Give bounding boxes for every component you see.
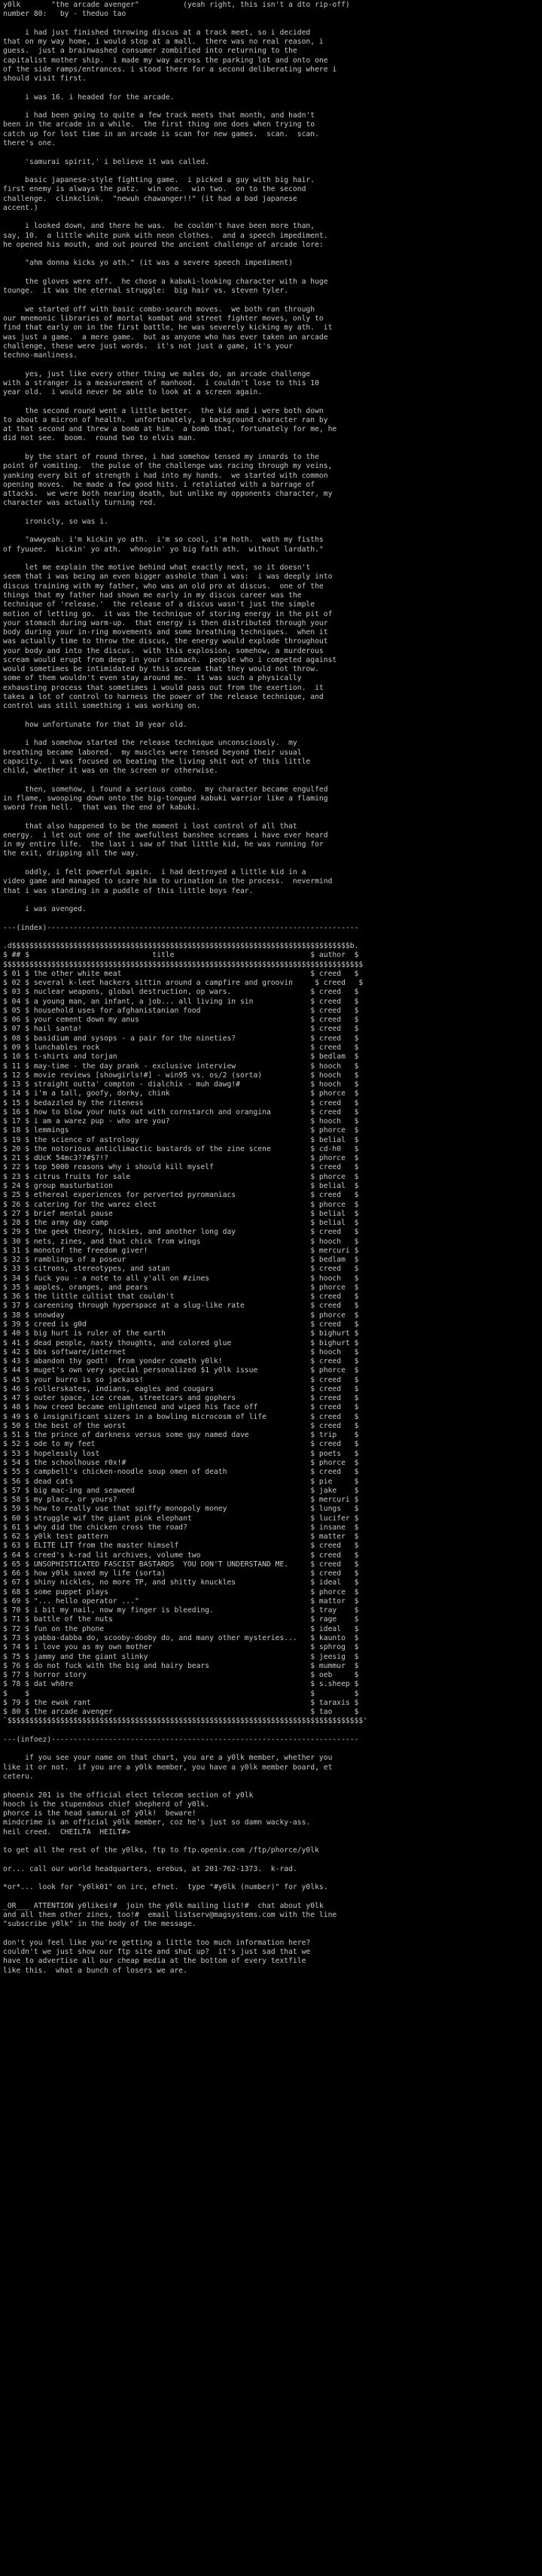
story-paragraph: oddly, i felt powerful again. i had destroyed a little kid in a video game and managed to scare him to urination in the process. nevermind that i was standing in a puddle of this little boys fear. (3, 867, 333, 895)
info-paragraph: phoenix 201 is the official elect telecom section of y0lk hooch is the stupendous chief shepherd of y0lk. phorce is the head samurai of y0lk! beware! mindcrime is an official y0lk member, coz he's just so damn wacky-ass. heil creed. CHEILTA HEILT#> (3, 1791, 311, 1836)
story-paragraph: i had been going to quite a few track meets that month, and hadn't been in the arcade in a while. the first thing one does when trying to catch up for lost time in an arcade is scan for new games. scan. scan. there's one. (3, 111, 319, 147)
index-table: .d$$$$$$$$$$$$$$$$$$$$$$$$$$$$$$$$$$$$$$$$$$$$$$$$$$$$$$$$$$$$$$$$$$$$$$$$$$$$$b. $ ## $ title $ author $ $$$$$$$$$$$$$$$$$$$$$$$$$$$$$$$$$$$$$$$$$$$$$$$$$$$$$$$$$$$$$$$$$$$$$$$$$$$$$$$$$$ $ 01 $ the other white meat $ creed $ $ 02 $ several k-leet hackers sittin around a campfire and groovin $ creed $ $ 03 $ nuclear weapons, global destruction, op wars. $ creed $ $ 04 $ a young man, an infant, a job... all living in sin $ creed $ $ 05 $ household uses for afghanistanian food $ creed $ $ 06 $ your cement down my anus $ creed $ $ 07 $ hail santa! $ creed $ $ 08 $ basidium and sysops - a pair for the nineties? $ creed $ $ 09 $ lunchables rock $ creed $ $ 10 $ t-shirts and torjan $ bedlam $ $ 11 $ may-time - the day prank - exclusive interview $ hooch $ $ 12 $ movie reviews [showgirls!#] - win95 vs. os/2 (sorta) $ hooch $ $ 13 $ straight outta' compton - dialchix - muh dawg!# $ hooch $ $ 14 $ i'm a tall, goofy, dorky, chink $ phorce $ $ 15 $ bedazzled by the riteness $ creed $ $ 16 $ how to blow your nuts out with cornstarch and orangina $ creed $ $ 17 $ i am a warez pup - who are you? $ hooch $ $ 18 $ lemmings $ phorce $ $ 19 $ the science of astrology $ belial $ $ 20 $ the notorious anticlimactic bastards of the zine scene $ cd-h0 $ $ 21 $ dUcK 54mc3??#$?!? $ phorce $ $ 22 $ top 5000 reasons why i should kill myself $ creed $ $ 23 $ citrus fruits for sale $ phorce $ $ 24 $ group masturbation $ belial $ $ 25 $ ethereal experiences for perverted pyromaniacs $ creed $ $ 26 $ catering for the warez elect $ phorce $ $ 27 $ brief mental pause $ belial $ $ 28 $ the army day camp $ belial $ $ 29 $ the geek theory, hickies, and another long day $ creed $ $ 30 $ nets, zines, and that chick from wings $ hooch $ $ 31 $ monotof the freedom giver! $ mercuri $ $ 32 $ ramblings of a poseur $ bedlam $ $ 33 $ citrons, stereotypes, and satan $ creed $ $ 34 $ fuck you - a note to all y'all on #zines $ hooch $ $ 35 $ apples, oranges, and pears $ phorce $ $ 36 $ the little cultist that couldn't $ creed $ $ 37 $ careening through hyperspace at a slug-like rate $ creed $ $ 38 $ snowday $ phorce $ $ 39 $ creed is g0d $ creed $ $ 40 $ big hurt is ruler of the earth $ bighurt $ $ 41 $ dead people, nasty thoughts, and colored glue $ bighurt $ $ 42 $ bbs software/internet $ hooch $ $ 43 $ abandon thy godt! from yonder cometh y0lk! $ creed $ $ 44 $ muget's own very special personalized $1 y0lk issue $ phorce $ $ 45 $ your burro is so jackass! $ creed $ $ 46 $ rollerskates, indians, eagles and cougars $ creed $ $ 47 $ outer space, ice cream, streetcars and gophers $ creed $ $ 48 $ how creed became enlightened and wiped his face off $ creed $ $ 49 $ 6 insignificant sizers in a bowling microcosm of life $ creed $ $ 50 $ the best of the worst $ creed $ $ 51 $ the prince of darkness versus some guy named dave $ trip $ $ 52 $ ode to my feet $ creed $ $ 53 $ hopelessly lost $ poets $ $ 54 $ the schoolhouse r0x!# $ phorce $ $ 55 $ campbell's chicken-noodle soup omen of death $ creed $ $ 56 $ dead cats $ pie $ $ 57 $ big mac-ing and seaweed $ jake $ $ 58 $ my place, or yours? $ mercuri $ $ 59 $ how to really use that spiffy monopoly money $ lungs $ $ 60 $ struggle wif the giant pink elephant $ lucifer $ $ 61 $ why did the chicken cross the road? $ insane $ $ 62 $ y0lk test pattern $ matter $ $ 63 $ ELITE LIT from the master himself $ creed $ $ 64 $ creed's k-rad lit archives, volume two $ creed $ $ 65 $ UNSOPHISTICATED FASCIST BASTARDS YOU DON'T UNDERSTAND ME. $ creed $ $ 66 $ how y0lk saved my life (sorta) $ creed $ $ 67 $ shiny nickles, no more TP, and shitty knuckles $ ideal $ $ 68 $ some puppet plays $ phorce $ $ 69 $ "... hello operator ..." $ mattor $ $ 70 $ i bit my nail, now my finger is bleeding. $ tray $ $ 71 $ battle of the nuts $ rage $ $ 72 $ fun on the phone $ ideal $ $ 73 $ yabba-dabba do, scooby-dooby do, and many other mysteries... $ kaunto $ $ 74 $ i love you as my own mother $ sphrog $ $ 75 $ jammy and the giant slinky $ jeesig $ $ 76 $ do not fuck with the big and hairy bears $ mummur $ $ 77 $ horror story $ oeb $ $ 78 $ dat wh0re $ s.sheep $ $ $ $ $ $ 79 $ the ewok rant $ taraxis $ $ 80 $ the arcade avenger $ tao $ `$$$$$$$$$$$$$$$$$$$$$$$$$$$$$$$$$$$$$$$$$$$$$$$$$$$$$$$$$$$$$$$$$$$$$$$$$$$$$$$$$' (3, 942, 368, 1726)
info-paragraph: or... call our world headquarters, erebus, at 201-762-1373. k-rad. (3, 1864, 297, 1873)
info-paragraph: don't you feel like you're getting a little too much information here? couldn't we just show our ftp site and shut up? it's just sad that we have to advertise all our cheap media at the bottom of every textfile like this. what a bunch of losers we are. (3, 1938, 311, 1975)
blank-line (3, 20, 539, 29)
blank-line (3, 167, 539, 176)
blank-line (3, 1892, 539, 1901)
infoez-section-divider: ---(infoez)---------------------------------------------------------------------- (3, 1735, 359, 1744)
story-paragraph: the second round went a little better. the kid and i were both down to about a micron of health. unfortunately, a background character ran by at that second and threw a bomb at him. a bomb that, fortunately for me, he did not see. boom. round two to elvis man. (3, 406, 337, 443)
info-paragraph: to get all the rest of the y0lks, ftp to ftp.openix.com /ftp/phorce/y0lk (3, 1846, 319, 1855)
blank-line (3, 776, 539, 785)
story-paragraph: "ahm donna kicks yo ath." (it was a severe speech impediment) (3, 259, 293, 268)
blank-line (3, 509, 539, 518)
story-paragraph: then, somehow, i found a serious combo. my character became engulfed in flame, swooping down onto the big-tongued kabuki warrior like a flaming sword from hell. that was the end of kabuki. (3, 785, 328, 813)
info-paragraph: _OR___ ATTENTION y0likes!# join the y0lk mailing list!# chat about y0lk and all them other zines, too!# email listserv@magsystems.com with the line "subscribe y0lk" in the body of the message. (3, 1901, 337, 1929)
blank-line (3, 554, 539, 564)
blank-line (3, 444, 539, 453)
story-paragraph: that also happened to be the moment i lost control of all that energy. i let out one of the awefullest banshee screams i have ever heard in my entire life. the last i saw of that little kid, he was running for the exit, dripping all the way. (3, 822, 328, 858)
blank-line (3, 813, 539, 822)
blank-line (3, 730, 539, 739)
blank-line (3, 914, 539, 923)
story-paragraph: the gloves were off. he chose a kabuki-looking character with a huge tounge. it was the eternal struggle: big hair vs. steven tyler. (3, 277, 328, 296)
issue-header: y0lk "the arcade avenger" (yeah right, this isn't a dto rip-off) number 80: by - theduo tao (3, 1, 350, 19)
story-paragraph: 'samurai spirit,' i believe it was called. (3, 157, 210, 166)
story-paragraph: i was 16. i headed for the arcade. (3, 93, 175, 102)
blank-line (3, 397, 539, 406)
blank-line (3, 527, 539, 536)
blank-line (3, 1745, 539, 1754)
blank-line (3, 896, 539, 905)
blank-line (3, 1874, 539, 1883)
story-paragraph: ironicly, so was i. (3, 517, 108, 526)
blank-line (3, 1782, 539, 1791)
story-paragraph: i was avenged. (3, 905, 87, 914)
blank-line (3, 711, 539, 720)
blank-line (3, 1855, 539, 1864)
blank-line (3, 1837, 539, 1846)
blank-line (3, 84, 539, 93)
blank-line (3, 102, 539, 111)
story-paragraph: i had somehow started the release technique unconsciously. my breathing became labored. my muscles were tensed beyond their usual capacity. i was focused on beating the living shit out of this little child, whether it was on the screen or otherwise. (3, 739, 311, 776)
blank-line (3, 859, 539, 868)
blank-line (3, 360, 539, 369)
story-paragraph: basic japanese-style fighting game. i picked a guy with big hair. first enemy is always the patz. win one. win two. on to the second challenge. clinkclink. "newuh chawanger!!" (it had a bad japanese accent.) (3, 176, 315, 212)
index-section-divider: ---(index)----------------------------------------------------------------------- (3, 923, 359, 932)
story-paragraph: yes, just like every other thing we males do, an arcade challenge with a stranger is a measurement of manhood. i couldn't lose to this 10 year old. i would never be able to look at a screen again. (3, 369, 319, 397)
info-paragraph: *or*... look for "y0lk01" on irc, efnet. type "#y0lk (number)" for y0lks. (3, 1883, 328, 1892)
blank-line (3, 933, 539, 942)
story-paragraph: "awwyeah. i'm kickin yo ath. i'm so cool, i'm hoth. wath my fisths of fyuuee. kickin' yo ath. whoopin' yo big fath ath. without lardath." (3, 536, 324, 554)
blank-line (3, 213, 539, 222)
story-paragraph: how unfortunate for that 10 year old. (3, 720, 187, 729)
story-paragraph: i looked down, and there he was. he couldn't have been more than, say, 10. a little white punk with neon clothes. and a speech impediment. he opened his mouth, and out poured the ancient challenge of arcade lore: (3, 222, 328, 249)
story-paragraph: let me explain the motive behind what exactly next, so it doesn't seem that i was being an even bigger asshole than i was: i was deeply into discus training with my father, who was an old pro at discus. one of the things that my father had shown me early in my discus career was the technique of 'release.' the release of a discus wasn't just the simple motion of letting go. it was the technique of storing energy in the pit of your stomach during warm-up. that energy is then distributed through your body during your in-ring movements and some breathing techniques. when it was actually time to throw the discus, the energy would explode throughout your body and into the discus. with this explosion, somehow, a murderous scream would erupt from deep in your stomach. people who i competed against would sometimes be intimidated by this scream that they would not throw. some of them wouldn't even stay around me. it was such a physically exhausting process that sometimes i would pass out from the exertion. it takes a lot of control to harness the power of the release technique, and control was still something i was working on. (3, 564, 337, 711)
story-paragraph: we started off with basic combo-search moves. we both ran through our mnemonic libraries of mortal kombat and street fighter moves, only to find that early on in the first battle, he was severely kicking my ath. it was just a game. a mere game. but as anyone who has ever taken an arcade challenge, these were just words. it's not just a game, it's your techno-manliness. (3, 305, 333, 360)
info-paragraph: if you see your name on that chart, you are a y0lk member, whether you like it or not. if you are a y0lk member, you have a y0lk member board, et ceteru. (3, 1754, 333, 1781)
blank-line (3, 296, 539, 305)
blank-line (3, 269, 539, 278)
blank-line (3, 250, 539, 259)
story-paragraph: i had just finished throwing discus at a track meet, so i decided that on my way home, i would stop at a mall. there was no real reason, i guess. just a brainwashed consumer zombified into returning to the capitalist mother ship. i made my way across the parking lot and onto one of the side ramps/entrances. i stood there for a second deliberating where i should visit first. (3, 28, 337, 84)
blank-line (3, 1930, 539, 1939)
blank-line (3, 1727, 539, 1736)
story-paragraph: by the start of round three, i had somehow tensed my innards to the point of vomiting. the pulse of the challenge was racing through my veins, yanking every bit of strength i had into my hands. we started with common opening moves. he made a few good hits. i retaliated with a barrage of attacks. we were both nearing death, but unlike my opponents character, my character was actually turning red. (3, 453, 333, 508)
blank-line (3, 148, 539, 157)
